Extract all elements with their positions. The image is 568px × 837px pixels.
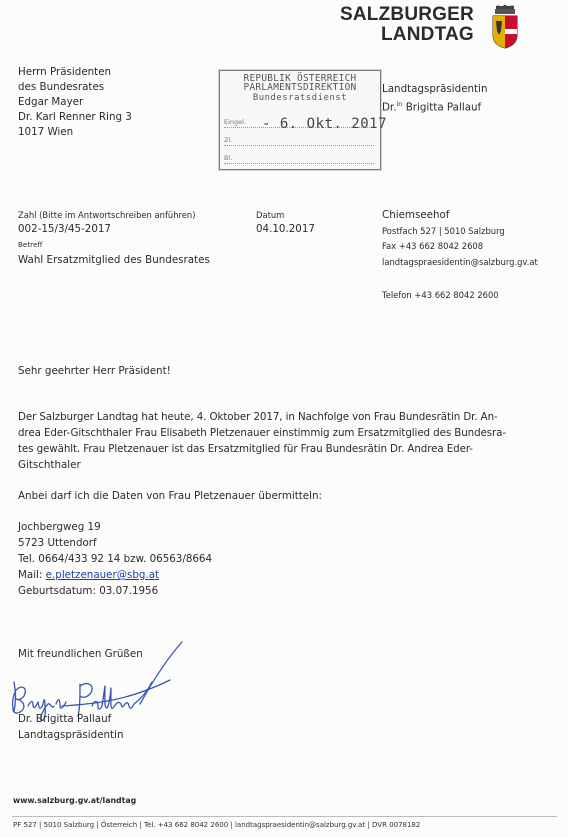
stamp-field-eingel: Eingel.: [224, 118, 247, 126]
betreff-label: Betreff: [18, 240, 43, 249]
salutation: Sehr geehrter Herr Präsident!: [18, 365, 171, 377]
recipient-line: Herrn Präsidenten: [18, 66, 112, 78]
zahl-value: 002-15/3/45-2017: [18, 223, 111, 235]
contact-postfach: Postfach 527 | 5010 Salzburg: [382, 226, 505, 236]
mail-link[interactable]: e.pletzenauer@sbg.at: [45, 569, 160, 581]
stamp-date: - 6. Okt. 2017: [262, 116, 388, 132]
datum-label: Datum: [256, 210, 285, 220]
recipient-line: Edgar Mayer: [18, 96, 84, 108]
logo-line2: LANDTAG: [381, 24, 474, 45]
received-stamp: [219, 70, 388, 170]
stamp-line1: REPUBLIK ÖSTERREICH: [243, 73, 357, 84]
mail-line: [18, 568, 159, 583]
footer-divider: [12, 816, 557, 817]
paragraph-line: Gitschthaler: [18, 459, 81, 471]
recipient-line: Dr. Karl Renner Ring 3: [18, 111, 132, 123]
betreff-value: Wahl Ersatzmitglied des Bundesrates: [18, 254, 210, 266]
sender-name-sup: in: [396, 100, 403, 108]
paragraph-line: drea Eder-Gitschthaler Frau Elisabeth Pletzenauer einstimmig zum Ersatzmitglied des Bundesra-: [18, 427, 506, 439]
sender-name-value: Brigitta Pallauf: [405, 101, 482, 114]
zahl-label: Zahl (Bitte im Antwortschreiben anführen): [18, 210, 196, 220]
paragraph-line: tes gewählt. Frau Pletzenauer ist das Ersatzmitglied für Frau Bundesrätin Dr. Andrea Eder-: [18, 443, 473, 455]
contact-place: Chiemseehof: [382, 209, 450, 221]
sender-name: [382, 97, 481, 115]
recipient-line: des Bundesrates: [18, 81, 105, 93]
stamp-field-bl: Bl.: [224, 154, 233, 162]
sender-title: Landtagspräsidentin: [382, 83, 488, 95]
coat-of-arms-icon: [490, 5, 520, 49]
contact-telefon: Telefon +43 662 8042 2600: [382, 290, 499, 300]
address-line: 5723 Uttendorf: [18, 537, 97, 549]
sender-name-prefix: Dr.: [382, 101, 397, 114]
recipient-line: 1017 Wien: [18, 126, 74, 138]
paragraph-line: Der Salzburger Landtag hat heute, 4. Oktober 2017, in Nachfolge von Frau Bundesrätin Dr. An-: [18, 411, 498, 423]
datum-value: 04.10.2017: [256, 223, 315, 235]
logo-line1: SALZBURGER: [340, 4, 474, 25]
footer-line: PF 527 | 5010 Salzburg | Österreich | Tel. +43 662 8042 2600 | landtagspraesidentin@salzburg.gv.at | DVR 0078182: [13, 821, 421, 829]
birth-date: Geburtsdatum: 03.07.1956: [18, 585, 159, 597]
paragraph-2: Anbei darf ich die Daten von Frau Pletzenauer übermitteln:: [18, 490, 322, 502]
mail-label: Mail:: [18, 569, 43, 581]
stamp-field-zl: Zl.: [224, 136, 233, 144]
stamp-line2: PARLAMENTSDIREKTION: [243, 82, 357, 93]
contact-email: landtagspraesidentin@salzburg.gv.at: [382, 257, 538, 267]
address-line: Tel. 0664/433 92 14 bzw. 06563/8664: [18, 553, 213, 565]
footer-website[interactable]: www.salzburg.gv.at/landtag: [13, 796, 137, 805]
closing-name: Dr. Brigitta Pallauf: [18, 713, 112, 725]
stamp-line3: Bundesratsdienst: [252, 93, 348, 103]
closing-greeting: Mit freundlichen Grüßen: [18, 648, 143, 660]
contact-fax: Fax +43 662 8042 2608: [382, 241, 484, 251]
closing-title: Landtagspräsidentin: [18, 729, 124, 741]
address-line: Jochbergweg 19: [18, 521, 101, 533]
